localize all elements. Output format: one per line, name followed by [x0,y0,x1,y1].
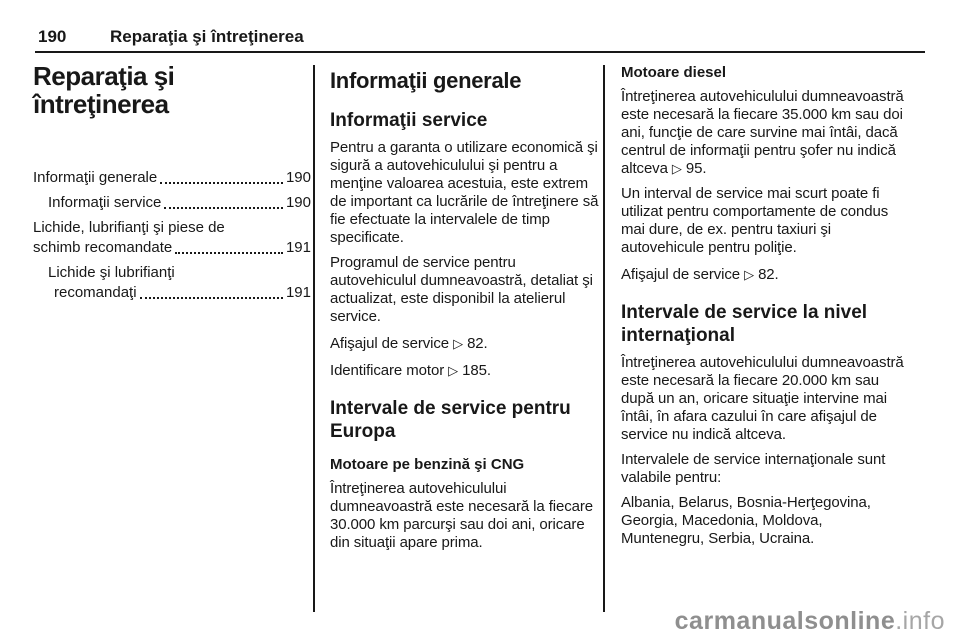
toc-entry [33,218,311,258]
toc-leader-line [160,168,283,184]
running-header-chapter-title: Reparaţia şi întreţinerea [110,27,304,46]
cross-ref-arrow-icon: ▷ [448,363,459,378]
toc-entry-label: Informaţii service [48,194,162,211]
toc-entry [33,193,311,213]
toc-entry [33,263,311,303]
toc-entry-page: 191 [285,239,311,256]
paragraph: Întreţinerea autovehiculului dumneavoastră este necesară la fiecare 30.000 km parcurşi sau doi ani, oricare din situaţii apare prima. [330,480,594,551]
subsection-heading: Intervale de service la nivel internaţional [621,302,868,346]
toc-entry-page: 190 [285,194,311,211]
paragraph [621,88,907,178]
toc-leader-line [140,283,283,299]
cross-reference-label: Afişajul de service [621,266,740,283]
section-heading: Informaţii generale [330,68,522,93]
toc-entry [33,168,311,188]
watermark-site: carmanualsonline [674,607,896,635]
cross-reference-page: 82. [758,266,779,283]
content-column-right [621,62,907,548]
toc-leader-line [175,238,283,254]
subsection-heading: Intervale de service pentru Europa [330,398,571,442]
cross-reference-page: 82. [467,335,488,352]
header-divider-rule [35,51,925,53]
toc-entry-page: 191 [285,284,311,301]
watermark-tld: .info [895,607,945,635]
chapter-heading: Reparaţia şi întreţinerea [33,61,175,119]
toc-entry-label: recomandaţi [54,284,137,301]
paragraph: Întreţinerea autovehiculului dumneavoastră este necesară la fiecare 20.000 km sau după un an, oricare situaţie intervine mai întâi, în afara cazului în care afişajul de service nu indică altceva. [621,354,904,443]
cross-ref-arrow-icon: ▷ [744,267,754,282]
toc-entry-label: Lichide, lubrifianţi şi piese de [33,219,225,236]
cross-ref-arrow-icon: ▷ [671,161,682,176]
cross-reference-page: 185. [462,362,491,379]
watermark [675,607,945,636]
subsection-heading: Informaţii service [330,110,488,131]
cross-reference-label: Identificare motor [330,362,445,379]
toc-entry-label: Informaţii generale [33,169,158,186]
column-divider-rule [313,65,315,612]
cross-reference-label: Afişajul de service [330,335,449,352]
column-divider-rule [603,65,605,612]
paragraph: Un interval de service mai scurt poate fi utilizat pentru comportamente de condus mai dure, de ex. pentru taxiuri şi autovehicule pentru poliţie. [621,185,889,256]
paragraph: Programul de service pentru autovehiculul dumneavoastră, detaliat şi actualizat, este disponibil la atelierul service. [330,254,593,325]
paragraph: Albania, Belarus, Bosnia-Herţegovina, Georgia, Macedonia, Moldova, Muntenegru, Serbia, Ucraina. [621,494,871,547]
toc-entry-page: 190 [285,169,311,186]
cross-reference [621,266,907,284]
content-column-middle [330,62,602,552]
cross-ref-arrow-icon: ▷ [453,336,463,351]
paragraph-text: Întreţinerea autovehiculului dumneavoastră este necesară la fiecare 35.000 km sau doi ani, funcţie de care survine mai întâi, dacă centrul de informaţii pentru şofer nu indică altceva [621,88,904,177]
table-of-contents [33,168,311,303]
toc-entry-label: Lichide şi lubrifianţi [48,264,175,281]
topic-heading: Motoare diesel [621,64,727,81]
toc-column [33,62,311,308]
topic-heading: Motoare pe benzină şi CNG [330,456,525,473]
cross-reference [330,335,602,353]
paragraph: Intervalele de service internaţionale sunt valabile pentru: [621,451,886,486]
toc-leader-line [164,193,283,209]
paragraph: Pentru a garanta o utilizare economică şi sigură a autovehiculului şi pentru a menţine valoarea acestuia, este extrem de important ca lucrările de întreţinere să fie efectuate la intervalele de timp specificate. [330,139,599,246]
cross-reference-page: 95. [685,160,707,177]
cross-reference [330,362,602,380]
toc-entry-label: schimb recomandate [33,239,173,256]
running-header-page-number: 190 [38,27,67,46]
